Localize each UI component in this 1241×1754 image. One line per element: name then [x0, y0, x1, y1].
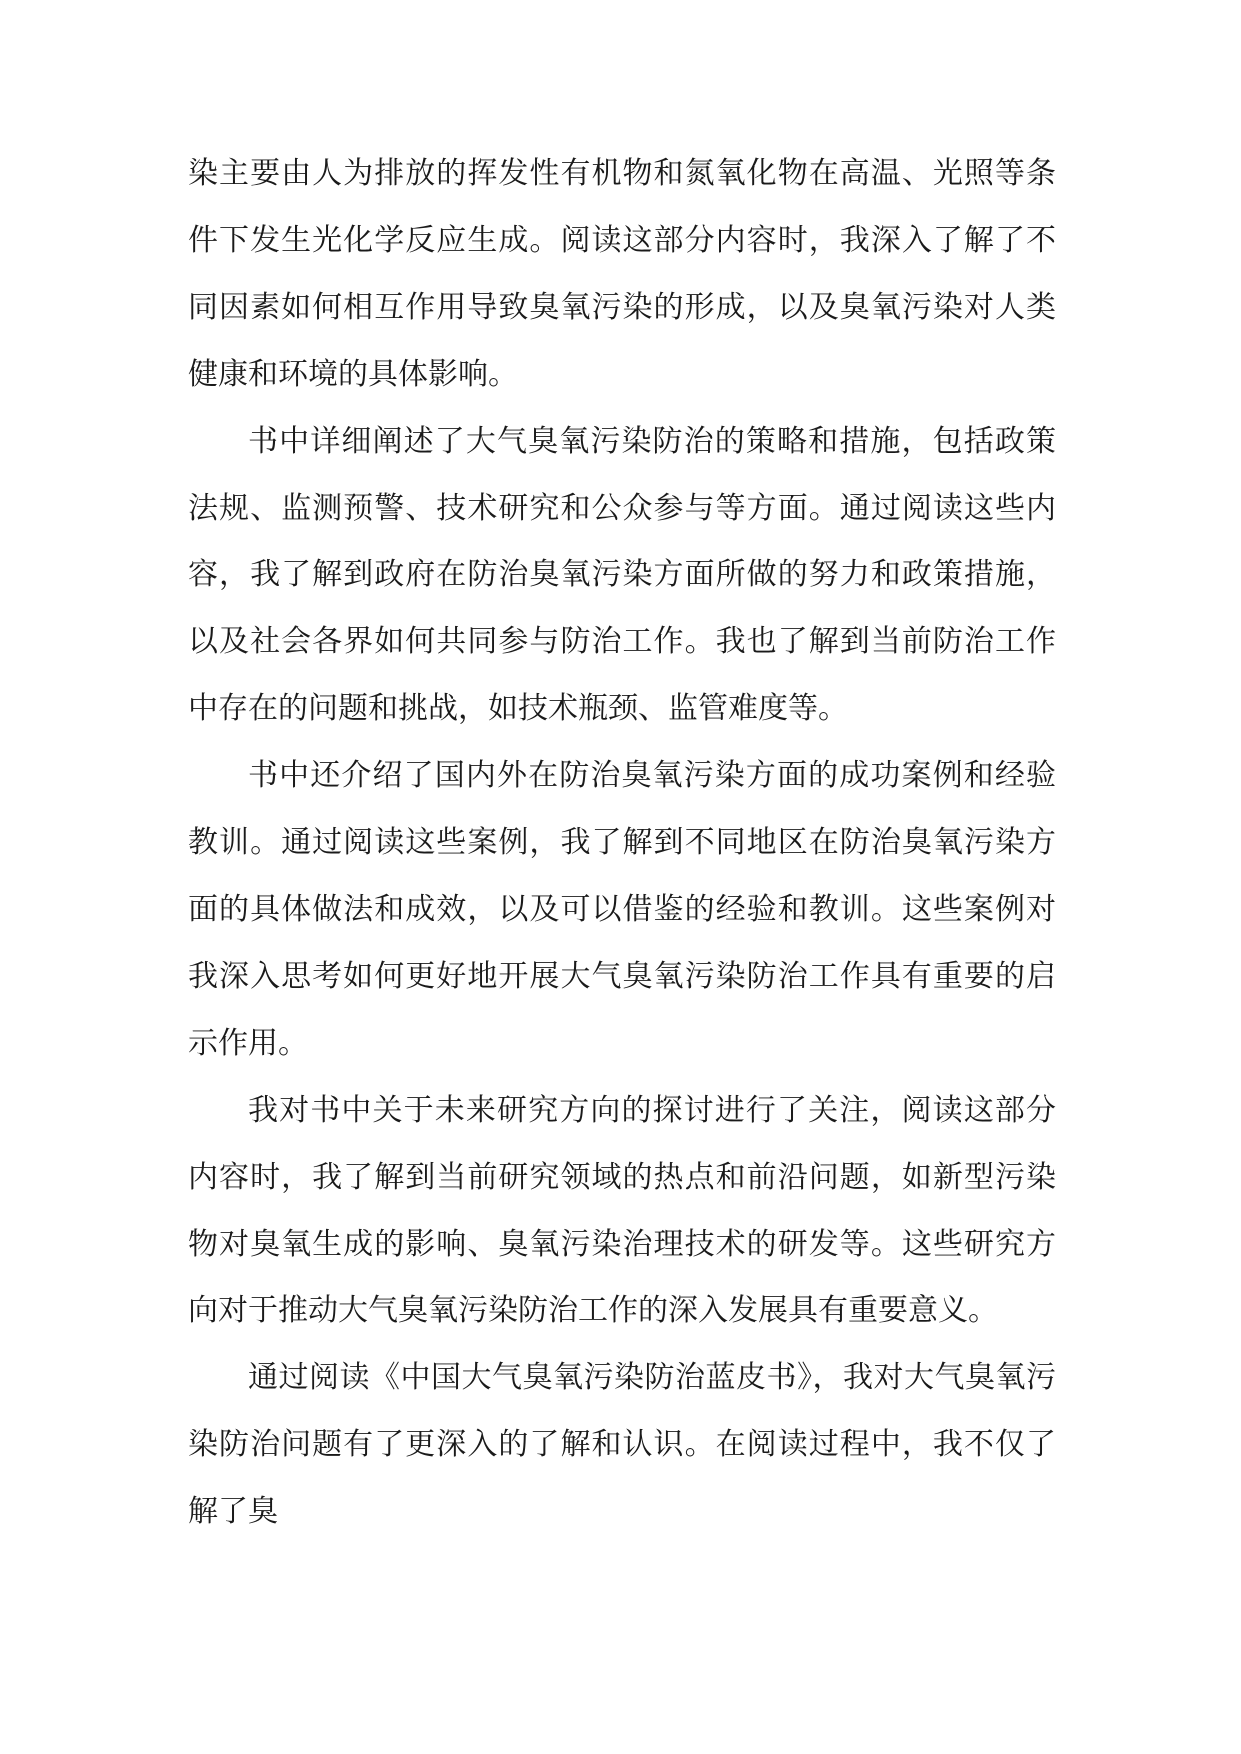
paragraph-research-directions: 我对书中关于未来研究方向的探讨进行了关注，阅读这部分内容时，我了解到当前研究领域的热点和前沿问题，如新型污染物对臭氧生成的影响、臭氧污染治理技术的研发等。这些研究方向对于推动大气臭氧污染防治工作的深入发展具有重要意义。 [188, 1092, 1056, 1329]
paragraph-case-studies: 书中还介绍了国内外在防治臭氧污染方面的成功案例和经验教训。通过阅读这些案例，我了解到不同地区在防治臭氧污染方面的具体做法和成效，以及可以借鉴的经验和教训。这些案例对我深入思考如何更好地开展大气臭氧污染防治工作具有重要的启示作用。 [188, 758, 1056, 1061]
paragraph-conclusion: 通过阅读《中国大气臭氧污染防治蓝皮书》，我对大气臭氧污染防治问题有了更深入的了解和认识。在阅读过程中，我不仅了解了臭 [188, 1360, 1056, 1530]
paragraph-strategies: 书中详细阐述了大气臭氧污染防治的策略和措施，包括政策法规、监测预警、技术研究和公众参与等方面。通过阅读这些内容，我了解到政府在防治臭氧污染方面所做的努力和政策措施，以及社会各界如何共同参与防治工作。我也了解到当前防治工作中存在的问题和挑战，如技术瓶颈、监管难度等。 [188, 423, 1056, 727]
document-body [188, 141, 1056, 1546]
paragraph-continuation: 染主要由人为排放的挥发性有机物和氮氧化物在高温、光照等条件下发生光化学反应生成。阅读这部分内容时，我深入了解了不同因素如何相互作用导致臭氧污染的形成，以及臭氧污染对人类健康和环境的具体影响。 [188, 156, 1056, 392]
